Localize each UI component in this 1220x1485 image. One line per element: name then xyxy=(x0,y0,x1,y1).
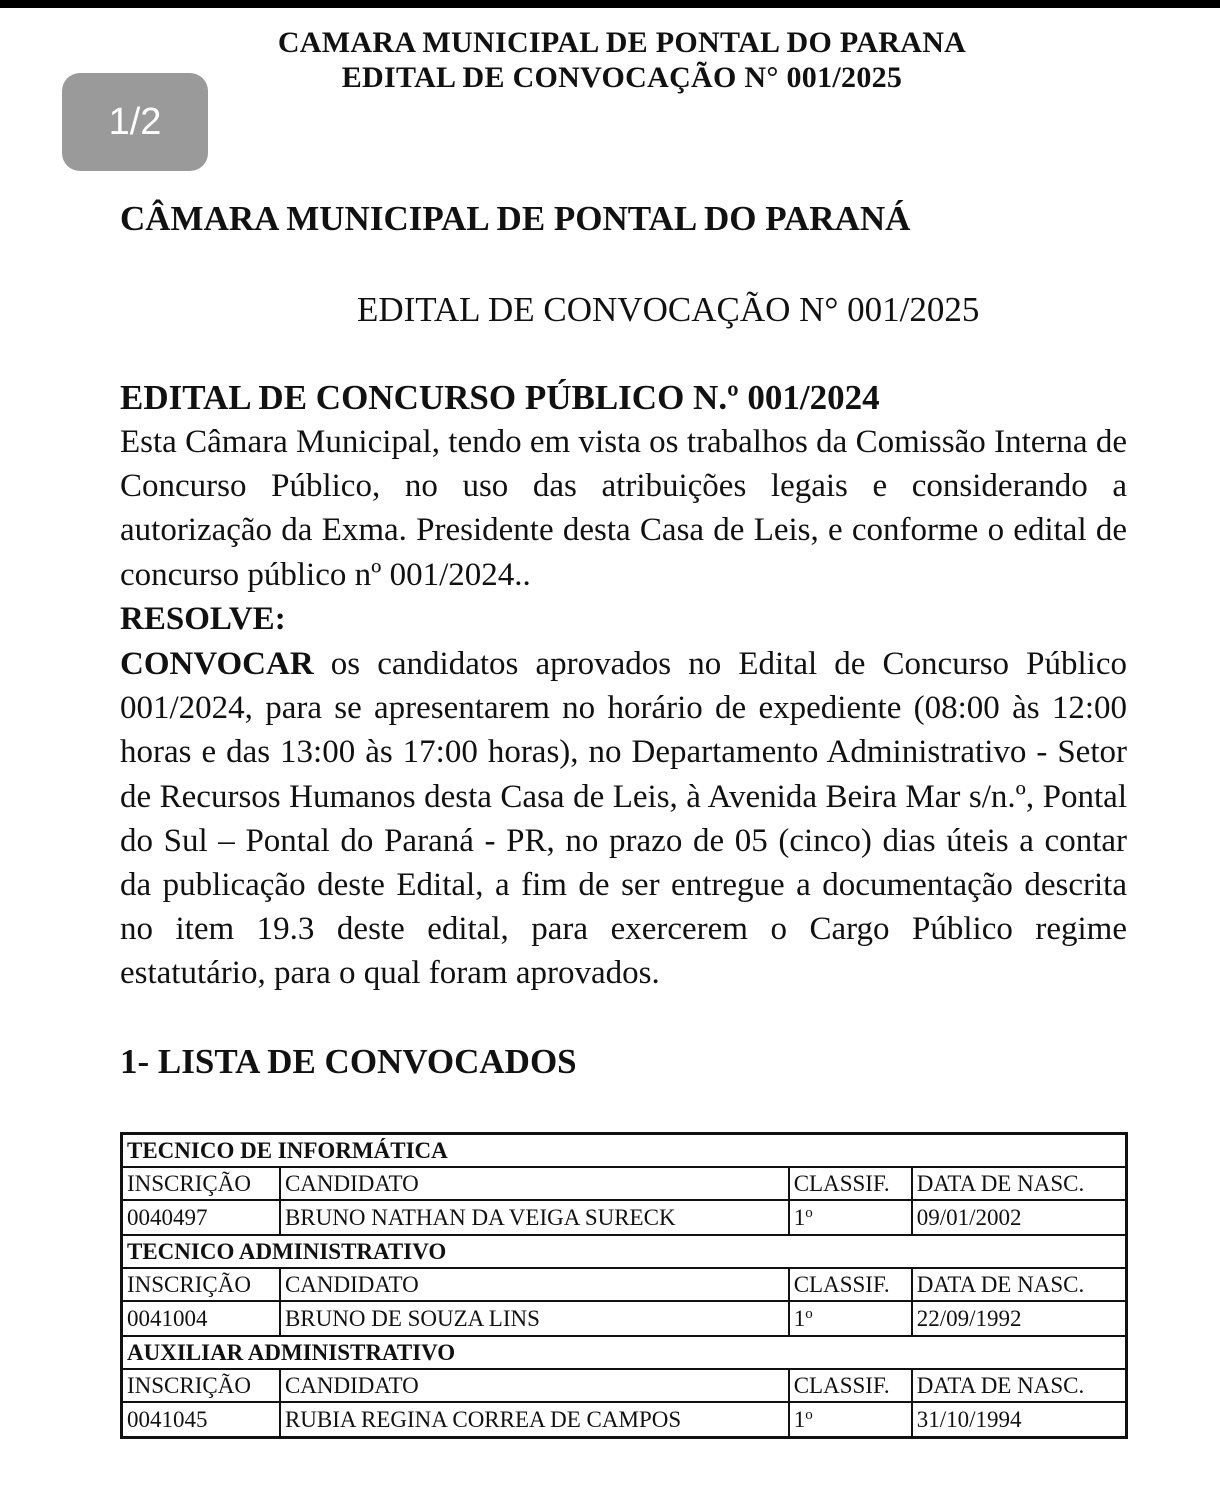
convocar-keyword: CONVOCAR xyxy=(120,646,314,682)
header-inscricao: INSCRIÇÃO xyxy=(122,1369,280,1402)
convocar-paragraph xyxy=(120,642,1127,996)
header-row xyxy=(122,1369,1127,1402)
convocados-table xyxy=(120,1132,1128,1439)
classif-number: 1 xyxy=(793,1204,806,1230)
cell-data-nasc: 31/10/1994 xyxy=(912,1402,1127,1438)
cell-candidato: BRUNO NATHAN DA VEIGA SURECK xyxy=(280,1200,789,1235)
classif-ordinal: o xyxy=(805,1204,813,1221)
header-candidato: CANDIDATO xyxy=(280,1167,789,1200)
viewer-title-line1: CAMARA MUNICIPAL DE PONTAL DO PARANA xyxy=(277,26,967,59)
header-inscricao: INSCRIÇÃO xyxy=(122,1268,280,1301)
header-inscricao: INSCRIÇÃO xyxy=(122,1167,280,1200)
cell-classif xyxy=(789,1200,912,1235)
intro-paragraph: Esta Câmara Municipal, tendo em vista os trabalhos da Comissão Interna de Concurso Público, no uso das atribuições legais e considerando a autorização da Exma. Presidente desta Casa de Leis, e conforme o edital de concurso público nº 001/2024.. xyxy=(120,424,1127,593)
header-classif: CLASSIF. xyxy=(789,1167,912,1200)
cell-classif xyxy=(789,1301,912,1336)
classif-ordinal: o xyxy=(805,1305,813,1322)
table-row xyxy=(122,1200,1127,1235)
table-row xyxy=(122,1301,1127,1336)
cell-candidato: BRUNO DE SOUZA LINS xyxy=(280,1301,789,1336)
header-data-nasc: DATA DE NASC. xyxy=(912,1369,1127,1402)
cell-candidato: RUBIA REGINA CORREA DE CAMPOS xyxy=(280,1402,789,1438)
cell-inscricao: 0041045 xyxy=(122,1402,280,1438)
header-classif: CLASSIF. xyxy=(789,1369,912,1402)
cell-inscricao: 0040497 xyxy=(122,1200,280,1235)
section-row xyxy=(122,1336,1127,1369)
document-heading: CÂMARA MUNICIPAL DE PONTAL DO PARANÁ xyxy=(120,199,911,238)
header-classif: CLASSIF. xyxy=(789,1268,912,1301)
cargo-title: TECNICO ADMINISTRATIVO xyxy=(122,1235,1127,1268)
edital-title: EDITAL DE CONVOCAÇÃO N° 001/2025 xyxy=(357,290,980,329)
page-indicator[interactable]: 1/2 xyxy=(62,73,208,171)
header-candidato: CANDIDATO xyxy=(280,1369,789,1402)
classif-ordinal: o xyxy=(805,1406,813,1423)
header-data-nasc: DATA DE NASC. xyxy=(912,1167,1127,1200)
resolve-heading: RESOLVE: xyxy=(120,601,286,637)
classif-number: 1 xyxy=(793,1406,806,1432)
cargo-title: TECNICO DE INFORMÁTICA xyxy=(122,1134,1127,1168)
top-bar xyxy=(0,0,1220,8)
section-row xyxy=(122,1235,1127,1268)
cell-classif xyxy=(789,1402,912,1438)
header-row xyxy=(122,1167,1127,1200)
header-data-nasc: DATA DE NASC. xyxy=(912,1268,1127,1301)
concurso-heading: EDITAL DE CONCURSO PÚBLICO N.º 001/2024 xyxy=(120,378,880,417)
cell-inscricao: 0041004 xyxy=(122,1301,280,1336)
cargo-title: AUXILIAR ADMINISTRATIVO xyxy=(122,1336,1127,1369)
lista-heading: 1- LISTA DE CONVOCADOS xyxy=(120,1042,577,1081)
cell-data-nasc: 22/09/1992 xyxy=(912,1301,1127,1336)
convocar-text: os candidatos aprovados no Edital de Concurso Público 001/2024, para se apresentarem no horário de expediente (08:00 às 12:00 horas e das 13:00 às 17:00 horas), no Departamento Administrativo - Setor de Recursos Humanos desta Casa de Leis, à Avenida Beira Mar s/n.º, Pontal do Sul – Pontal do Paraná - PR, no prazo de 05 (cinco) dias úteis a contar da publicação deste Edital, a fim de ser entregue a documentação descrita no item 19.3 deste edital, para exercerem o Cargo Público regime estatutário, para o qual foram aprovados. xyxy=(120,646,1127,992)
table-row xyxy=(122,1402,1127,1438)
classif-number: 1 xyxy=(793,1305,806,1331)
section-row xyxy=(122,1134,1127,1168)
header-candidato: CANDIDATO xyxy=(280,1268,789,1301)
viewer-title-line2: EDITAL DE CONVOCAÇÃO N° 001/2025 xyxy=(341,61,903,94)
header-row xyxy=(122,1268,1127,1301)
cell-data-nasc: 09/01/2002 xyxy=(912,1200,1127,1235)
